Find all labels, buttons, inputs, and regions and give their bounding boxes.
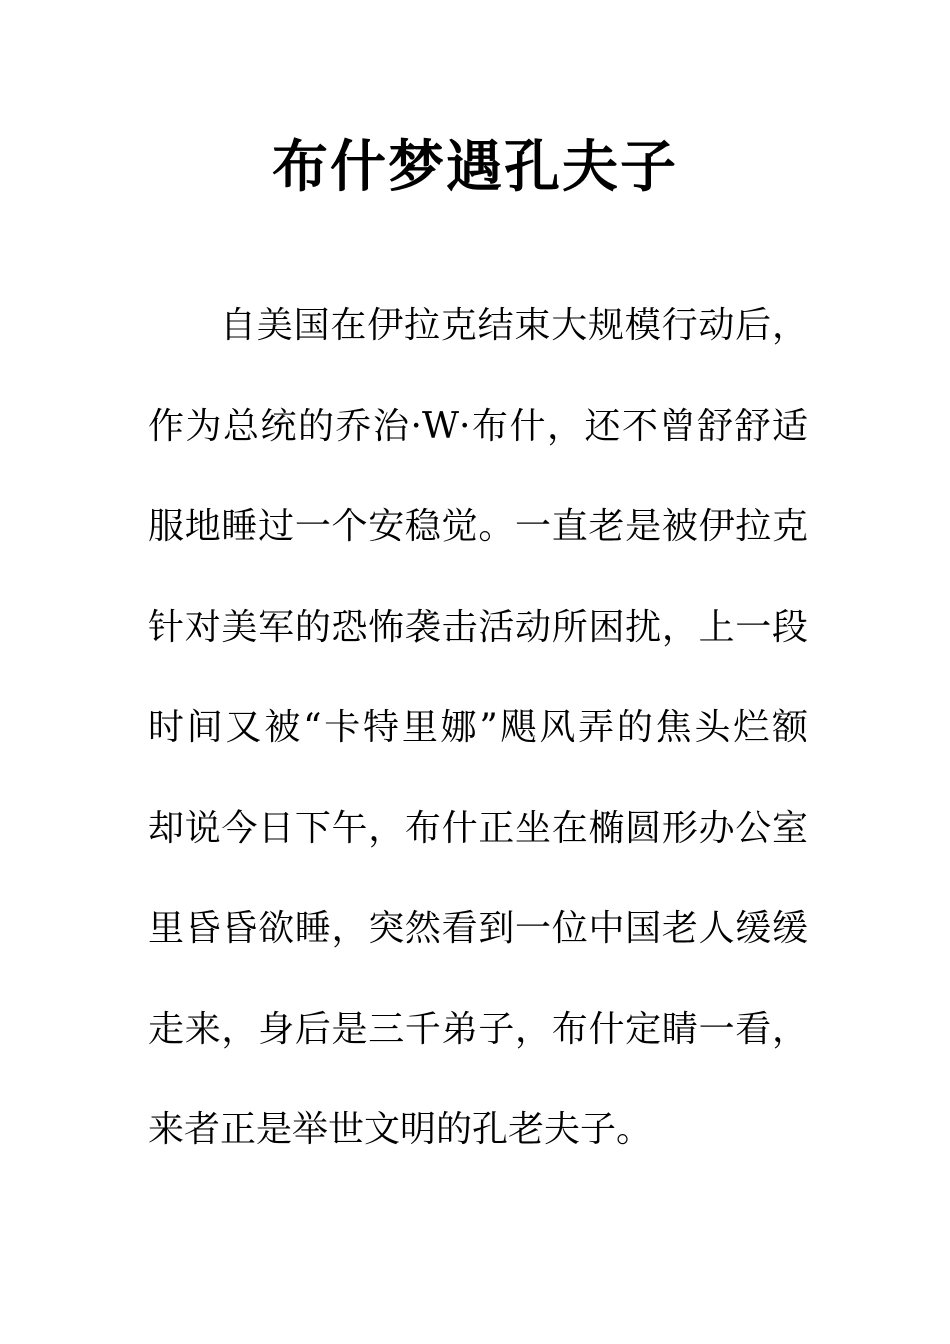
body-line-3: 服地睡过一个安稳觉。一直老是被伊拉克 xyxy=(148,506,808,547)
body-line-6: 却说今日下午，布什正坐在椭圆形办公室 xyxy=(148,807,808,849)
body-line-9: 来者正是举世文明的孔老夫子。 xyxy=(148,1109,653,1150)
document-body xyxy=(148,296,808,1201)
body-line-2: 作为总统的乔治·W·布什，还不曾舒舒适 xyxy=(148,405,808,447)
body-line-4: 针对美军的恐怖袭击活动所困扰，上一段 xyxy=(148,606,808,648)
body-line-1: 自美国在伊拉克结束大规模行动后， xyxy=(220,305,808,346)
document-title: 布什梦遇孔夫子 xyxy=(272,134,678,200)
body-line-8: 走来，身后是三千弟子，布什定睛一看， xyxy=(148,1008,808,1050)
body-line-7: 里昏昏欲睡，突然看到一位中国老人缓缓 xyxy=(148,908,808,949)
body-line-5: 时间又被“卡特里娜”飓风弄的焦头烂额 xyxy=(148,707,808,748)
